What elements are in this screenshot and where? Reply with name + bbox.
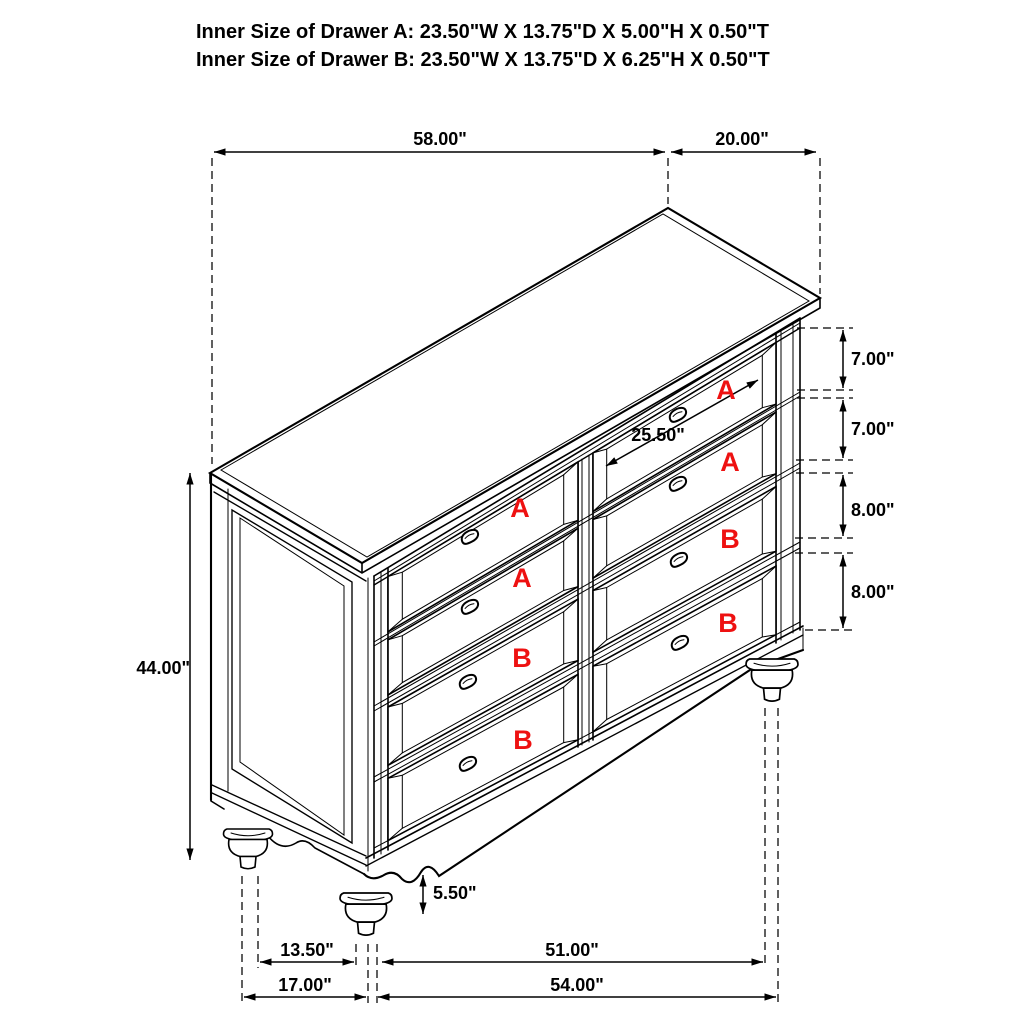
dim-leg-height-label: 5.50" [433, 883, 477, 903]
header [196, 21, 770, 71]
dim-leg-spacing-depth-label: 13.50" [280, 940, 334, 960]
dim-top-depth-label: 20.00" [715, 129, 769, 149]
drawer-label: B [513, 725, 533, 755]
drawer-label: A [716, 375, 736, 405]
dim-drawer1-height-label: 7.00" [851, 349, 895, 369]
dim-drawer-front-width-label: 25.50" [631, 425, 685, 445]
dim-drawer3-height-label: 8.00" [851, 500, 895, 520]
dim-drawer4-height-label: 8.00" [851, 582, 895, 602]
dim-top-width-label: 58.00" [413, 129, 467, 149]
drawer-label: A [510, 493, 530, 523]
drawer-label: A [512, 563, 532, 593]
dim-drawer2-height-label: 7.00" [851, 419, 895, 439]
drawer-a-spec: Inner Size of Drawer A: 23.50"W X 13.75"D X 5.00"H X 0.50"T [196, 21, 769, 43]
drawer-label: A [720, 447, 740, 477]
dim-base-depth-label: 17.00" [278, 975, 332, 995]
dim-base-width-label: 54.00" [550, 975, 604, 995]
drawer-label: B [512, 643, 532, 673]
dim-overall-height-label: 44.00" [136, 658, 190, 678]
drawer-b-spec: Inner Size of Drawer B: 23.50"W X 13.75"D X 6.25"H X 0.50"T [196, 49, 770, 71]
dim-leg-spacing-width-label: 51.00" [545, 940, 599, 960]
drawer-label: B [720, 524, 740, 554]
feet [224, 659, 798, 935]
drawer-label: B [718, 608, 738, 638]
